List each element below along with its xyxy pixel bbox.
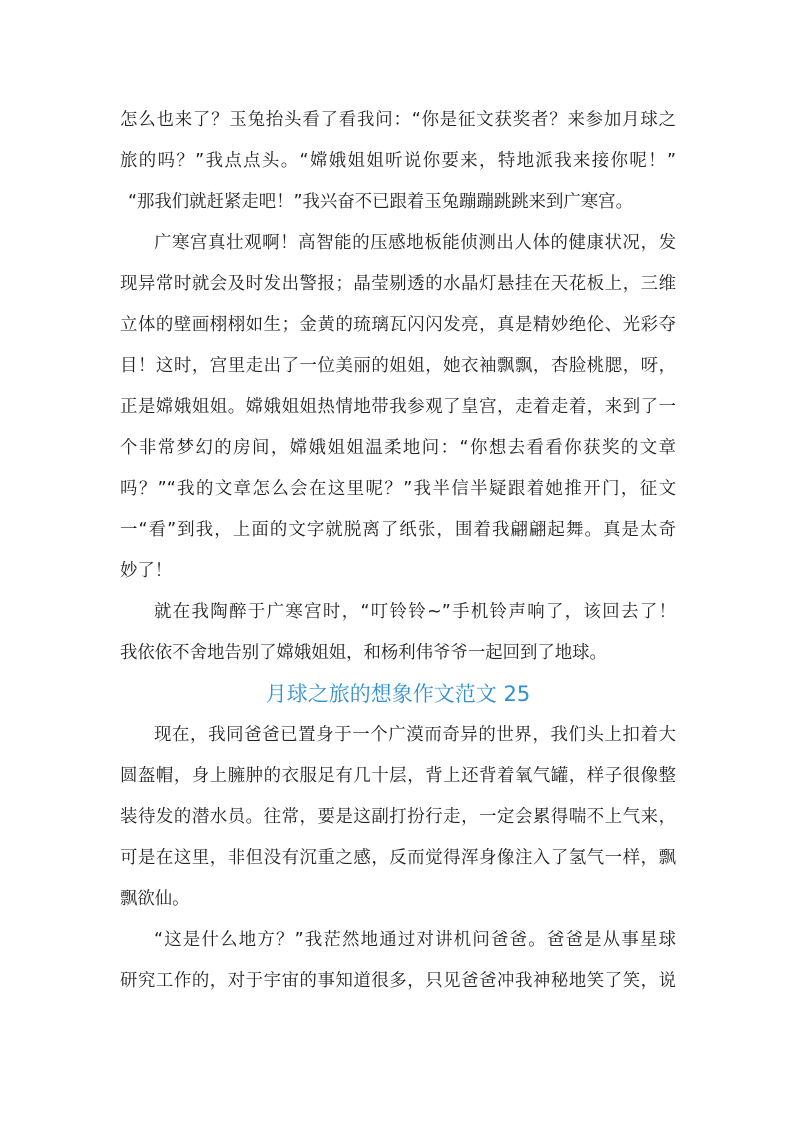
paragraph-line: 现异常时就会及时发出警报；晶莹剔透的水晶灯悬挂在天花板上，三维 bbox=[120, 274, 676, 294]
section-heading: 月球之旅的想象作文范文 25 bbox=[265, 682, 531, 706]
paragraph-line: 妙了！ bbox=[120, 561, 173, 581]
paragraph-line: “那我们就赶紧走吧！”我兴奋不已跟着玉兔蹦蹦跳跳来到广寒宫。 bbox=[128, 192, 633, 212]
paragraph-first-line: “这是什么地方？”我茫然地通过对讲机问爸爸。爸爸是从事星球 bbox=[154, 930, 676, 950]
paragraph-first-line: 现在，我同爸爸已置身于一个广漠而奇异的世界，我们头上扣着大 bbox=[154, 725, 676, 745]
paragraph-line: 立体的壁画栩栩如生；金黄的琉璃瓦闪闪发亮，真是精妙绝伦、光彩夺 bbox=[120, 315, 676, 335]
paragraph-line: 目！这时，宫里走出了一位美丽的姐姐，她衣袖飘飘，杏脸桃腮，呀， bbox=[120, 356, 676, 376]
paragraph-line: 可是在这里，非但没有沉重之感，反而觉得浑身像注入了氢气一样，飘 bbox=[120, 848, 676, 868]
paragraph-line: 正是嫦娥姐姐。嫦娥姐姐热情地带我参观了皇宫，走着走着，来到了一 bbox=[120, 397, 676, 417]
paragraph-line: 个非常梦幻的房间，嫦娥姐姐温柔地问：“你想去看看你获奖的文章 bbox=[120, 438, 676, 458]
paragraph-line: 我依依不舍地告别了嫦娥姐姐，和杨利伟爷爷一起回到了地球。 bbox=[120, 643, 607, 663]
paragraph-first-line: 就在我陶醉于广寒宫时，“叮铃铃~”手机铃声响了，该回去了！ bbox=[154, 602, 676, 622]
paragraph-line: 旅的吗？”我点点头。“嫦娥姐姐听说你要来，特地派我来接你呢！” bbox=[120, 151, 676, 171]
paragraph-first-line: 广寒宫真壮观啊！高智能的压感地板能侦测出人体的健康状况，发 bbox=[154, 233, 676, 253]
document-page bbox=[120, 100, 676, 1002]
paragraph-line: 吗？”“我的文章怎么会在这里呢？”我半信半疑跟着她推开门，征文 bbox=[120, 479, 676, 499]
paragraph-line: 一“看”到我，上面的文字就脱离了纸张，围着我翩翩起舞。真是太奇 bbox=[120, 520, 676, 540]
paragraph-line: 圆盔帽，身上臃肿的衣服足有几十层，背上还背着氧气罐，样子很像整 bbox=[120, 766, 676, 786]
paragraph-line: 飘欲仙。 bbox=[120, 889, 190, 909]
paragraph-line: 怎么也来了？玉兔抬头看了看我问：“你是征文获奖者？来参加月球之 bbox=[120, 110, 676, 130]
paragraph-line: 研究工作的，对于宇宙的事知道很多，只见爸爸冲我神秘地笑了笑，说 bbox=[120, 971, 676, 991]
paragraph-line: 装待发的潜水员。往常，要是这副打扮行走，一定会累得喘不上气来， bbox=[120, 807, 676, 827]
